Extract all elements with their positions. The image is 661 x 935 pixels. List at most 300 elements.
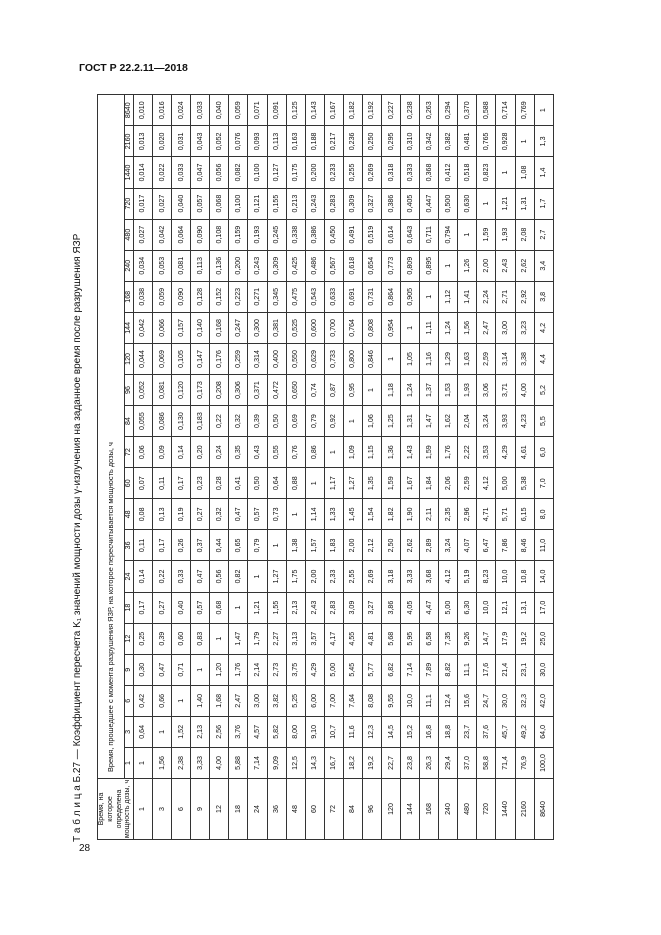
table-row [382,95,401,840]
table-cell: 0,864 [382,281,401,312]
table-row [439,95,458,840]
table-cell: 1,47 [229,623,248,654]
table-cell: 4,2 [534,312,553,343]
table-cell: 1,17 [324,468,343,499]
table-cell: 0,120 [172,374,191,405]
table-cell: 1,36 [382,437,401,468]
table-cell: 1,62 [439,406,458,437]
table-cell: 1 [172,685,191,716]
table-cell: 0,188 [305,126,324,157]
table-cell: 0,113 [191,250,210,281]
table-cell: 0,43 [248,437,267,468]
table-cell: 0,238 [401,95,420,126]
column-header: 48 [125,499,134,530]
table-cell: 0,711 [420,219,439,250]
row-label: 9 [191,779,210,840]
table-cell: 3,09 [343,592,362,623]
table-cell: 1,76 [439,437,458,468]
table-row [248,95,267,840]
table-cell: 0,247 [229,312,248,343]
table-cell: 2,14 [248,654,267,685]
row-label: 6 [172,779,191,840]
table-cell: 14,3 [305,747,324,778]
table-cell: 0,472 [267,374,286,405]
table-cell: 0,691 [343,281,362,312]
table-cell: 0,217 [324,126,343,157]
table-cell: 5,88 [229,747,248,778]
table-row [458,95,477,840]
table-cell: 6,00 [305,685,324,716]
table-cell: 4,81 [362,623,381,654]
table-cell: 2,24 [477,281,496,312]
table-cell: 2,13 [286,592,305,623]
table-cell: 4,17 [324,623,343,654]
table-cell: 10,0 [496,561,515,592]
row-label: 3 [153,779,172,840]
table-cell: 1,08 [515,157,534,188]
table-cell: 4,07 [458,530,477,561]
row-label: 8640 [534,779,553,840]
row-label: 72 [324,779,343,840]
table-cell: 1,21 [496,188,515,219]
row-label: 240 [439,779,458,840]
table-cell: 0,643 [401,219,420,250]
table-cell: 0,41 [229,468,248,499]
table-cell: 2,59 [477,343,496,374]
table-cell: 0,091 [267,95,286,126]
table-cell: 0,371 [248,374,267,405]
table-cell: 0,223 [229,281,248,312]
table-cell: 0,043 [191,126,210,157]
table-cell: 1,82 [382,499,401,530]
table-cell: 0,27 [153,592,172,623]
table-cell: 30,0 [496,685,515,716]
table-cell: 1,37 [420,374,439,405]
table-cell: 1,41 [458,281,477,312]
header-row-top [98,95,125,840]
table-cell: 1,20 [210,654,229,685]
table-cell: 0,500 [439,188,458,219]
table-cell: 1 [229,592,248,623]
table-cell: 0,731 [362,281,381,312]
table-cell: 32,3 [515,685,534,716]
table-cell: 0,650 [286,374,305,405]
table-cell: 2,00 [343,530,362,561]
table-cell: 17,0 [534,592,553,623]
table-cell: 0,24 [210,437,229,468]
table-cell: 0,87 [324,374,343,405]
table-row [210,95,229,840]
table-cell: 17,9 [496,623,515,654]
table-cell: 0,057 [191,188,210,219]
table-cell: 1,15 [362,437,381,468]
table-cell: 7,89 [420,654,439,685]
table-cell: 10,7 [324,716,343,747]
table-cell: 2,92 [515,281,534,312]
table-cell: 1,90 [401,499,420,530]
table-cell: 0,86 [305,437,324,468]
table-cell: 0,412 [439,157,458,188]
table-cell: 5,00 [496,468,515,499]
table-cell: 23,7 [458,716,477,747]
table-cell: 0,020 [153,126,172,157]
table-cell: 1,12 [439,281,458,312]
table-cell: 0,333 [401,157,420,188]
table-cell: 1,45 [343,499,362,530]
table-row [420,95,439,840]
table-cell: 0,618 [343,250,362,281]
table-cell: 0,056 [210,157,229,188]
table-cell: 0,113 [267,126,286,157]
table-cell: 11,0 [534,530,553,561]
table-cell: 0,733 [324,343,343,374]
table-cell: 3,38 [515,343,534,374]
column-header: 72 [125,437,134,468]
table-cell: 1,43 [401,437,420,468]
table-cell: 1,93 [496,219,515,250]
table-cell: 5,2 [534,374,553,405]
table-cell: 0,300 [248,312,267,343]
table-cell: 0,064 [172,219,191,250]
table-cell: 0,090 [172,281,191,312]
table-cell: 5,38 [515,468,534,499]
table-cell: 2,47 [477,312,496,343]
table-cell: 0,243 [248,250,267,281]
table-cell: 45,7 [496,716,515,747]
table-cell: 14,7 [477,623,496,654]
table-cell: 0,213 [286,188,305,219]
column-header: 36 [125,530,134,561]
table-cell: 0,09 [153,437,172,468]
table-cell: 0,295 [382,126,401,157]
table-cell: 8,08 [362,685,381,716]
table-cell: 1,79 [248,623,267,654]
table-cell: 3,53 [477,437,496,468]
column-header: 1440 [125,157,134,188]
table-cell: 2,47 [229,685,248,716]
table-cell: 0,14 [134,561,153,592]
table-cell: 0,227 [382,95,401,126]
table-cell: 0,14 [172,437,191,468]
table-cell: 8,82 [439,654,458,685]
table-cell: 0,125 [286,95,305,126]
table-cell: 0,40 [172,592,191,623]
table-cell: 2,11 [420,499,439,530]
table-cell: 1,83 [324,530,343,561]
table-cell: 9,55 [382,685,401,716]
table-cell: 29,4 [439,747,458,778]
table-cell: 0,034 [134,250,153,281]
table-cell: 6,82 [382,654,401,685]
table-cell: 5,25 [286,685,305,716]
table-cell: 1,25 [382,406,401,437]
table-cell: 0,053 [153,250,172,281]
table-cell: 1,59 [382,468,401,499]
table-cell: 0,64 [134,716,153,747]
column-header: 480 [125,219,134,250]
table-cell: 0,19 [172,499,191,530]
column-header: 9 [125,654,134,685]
table-cell: 1 [343,406,362,437]
table-cell: 0,88 [286,468,305,499]
table-row [286,95,305,840]
rotated-table-container [97,94,553,840]
table-cell: 0,481 [458,126,477,157]
table-cell: 24,7 [477,685,496,716]
table-cell: 4,61 [515,437,534,468]
table-cell: 1,21 [248,592,267,623]
table-cell: 19,2 [362,747,381,778]
table-cell: 0,163 [286,126,305,157]
table-cell: 3,14 [496,343,515,374]
table-cell: 0,059 [229,95,248,126]
table-cell: 3,75 [286,654,305,685]
table-cell: 0,013 [134,126,153,157]
table-cell: 2,33 [324,561,343,592]
table-cell: 1 [401,312,420,343]
table-cell: 0,26 [172,530,191,561]
table-cell: 0,368 [420,157,439,188]
table-cell: 0,633 [324,281,343,312]
table-cell: 1 [324,437,343,468]
table-cell: 2,59 [458,468,477,499]
table-body [134,95,554,840]
table-cell: 0,08 [134,499,153,530]
table-cell: 1,18 [382,374,401,405]
table-cell: 0,928 [496,126,515,157]
table-cell: 30,0 [534,654,553,685]
table-cell: 0,200 [305,157,324,188]
table-cell: 0,895 [420,250,439,281]
column-header: 60 [125,468,134,499]
table-cell: 0,809 [401,250,420,281]
table-cell: 1 [248,561,267,592]
table-cell: 12,4 [439,685,458,716]
table-cell: 1,11 [420,312,439,343]
table-cell: 0,22 [210,406,229,437]
table-cell: 0,954 [382,312,401,343]
table-cell: 2,73 [267,654,286,685]
table-cell: 10,0 [401,685,420,716]
table-cell: 0,147 [191,343,210,374]
table-cell: 0,069 [153,343,172,374]
table-cell: 0,57 [248,499,267,530]
table-row [153,95,172,840]
table-cell: 0,236 [343,126,362,157]
table-cell: 0,82 [229,561,248,592]
table-cell: 0,39 [153,623,172,654]
table-cell: 1 [515,126,534,157]
table-cell: 76,9 [515,747,534,778]
table-cell: 2,27 [267,623,286,654]
table-cell: 5,00 [439,592,458,623]
row-label: 12 [210,779,229,840]
table-cell: 0,83 [191,623,210,654]
table-cell: 0,425 [286,250,305,281]
table-cell: 1,52 [172,716,191,747]
table-cell: 0,20 [191,437,210,468]
table-cell: 6,58 [420,623,439,654]
table-cell: 7,86 [496,530,515,561]
table-cell: 2,62 [401,530,420,561]
table-row [477,95,496,840]
column-header: 84 [125,406,134,437]
table-cell: 4,55 [343,623,362,654]
table-cell: 1,24 [401,374,420,405]
table-cell: 0,327 [362,188,381,219]
table-cell: 12,3 [362,716,381,747]
table-cell: 0,167 [324,95,343,126]
table-cell: 0,245 [267,219,286,250]
table-cell: 0,95 [343,374,362,405]
table-cell: 0,192 [362,95,381,126]
table-cell: 0,155 [267,188,286,219]
table-cell: 0,56 [210,561,229,592]
table-row [401,95,420,840]
row-label: 144 [401,779,420,840]
table-cell: 0,306 [229,374,248,405]
table-cell: 0,200 [229,250,248,281]
table-cell: 3,23 [515,312,534,343]
table-cell: 2,71 [496,281,515,312]
table-cell: 0,294 [439,95,458,126]
table-cell: 5,68 [382,623,401,654]
table-cell: 3,57 [305,623,324,654]
table-cell: 0,79 [305,406,324,437]
table-cell: 0,033 [172,157,191,188]
conversion-table [97,94,554,840]
row-label: 18 [229,779,248,840]
row-label: 96 [362,779,381,840]
table-cell: 1,56 [458,312,477,343]
table-cell: 9,10 [305,716,324,747]
table-cell: 12,5 [286,747,305,778]
table-cell: 15,2 [401,716,420,747]
column-header: 720 [125,188,134,219]
table-cell: 0,309 [267,250,286,281]
table-cell: 1,35 [362,468,381,499]
table-cell: 17,6 [477,654,496,685]
row-label: 2160 [515,779,534,840]
table-cell: 19,2 [515,623,534,654]
table-cell: 1 [458,219,477,250]
table-cell: 0,038 [134,281,153,312]
table-cell: 1,68 [210,685,229,716]
corner-header: Время, на которое определена мощность дозы, ч [98,779,134,840]
table-cell: 1,57 [305,530,324,561]
table-cell: 2,56 [210,716,229,747]
table-cell: 0,13 [153,499,172,530]
table-cell: 0,168 [210,312,229,343]
table-cell: 11,1 [458,654,477,685]
table-cell: 5,77 [362,654,381,685]
table-cell: 0,50 [248,468,267,499]
table-cell: 0,016 [153,95,172,126]
table-cell: 0,66 [153,685,172,716]
table-cell: 0,32 [210,499,229,530]
table-cell: 0,486 [305,250,324,281]
table-cell: 9,09 [267,747,286,778]
table-cell: 1 [305,468,324,499]
table-cell: 1,84 [420,468,439,499]
table-cell: 1,31 [401,406,420,437]
table-cell: 4,12 [439,561,458,592]
table-cell: 26,3 [420,747,439,778]
table-cell: 14,5 [382,716,401,747]
table-cell: 0,400 [267,343,286,374]
table-cell: 0,381 [267,312,286,343]
table-cell: 1,59 [420,437,439,468]
table-cell: 2,50 [382,530,401,561]
table-cell: 1,05 [401,343,420,374]
table-cell: 0,519 [362,219,381,250]
table-cell: 0,55 [267,437,286,468]
table-cell: 1,59 [477,219,496,250]
table-cell: 3,00 [496,312,515,343]
table-cell: 1,56 [153,747,172,778]
table-cell: 3,82 [267,685,286,716]
table-cell: 0,283 [324,188,343,219]
table-cell: 0,027 [134,219,153,250]
table-cell: 1,40 [191,685,210,716]
table-cell: 0,765 [477,126,496,157]
table-cell: 1,33 [324,499,343,530]
table-cell: 0,127 [267,157,286,188]
table-cell: 2,00 [477,250,496,281]
table-cell: 1,09 [343,437,362,468]
table-cell: 4,29 [305,654,324,685]
table-cell: 3,33 [191,747,210,778]
table-cell: 1,31 [515,188,534,219]
table-cell: 0,630 [458,188,477,219]
table-cell: 3,86 [382,592,401,623]
row-label: 36 [267,779,286,840]
table-cell: 1 [534,95,553,126]
table-cell: 0,310 [401,126,420,157]
table-cell: 18,8 [439,716,458,747]
table-cell: 2,43 [305,592,324,623]
table-row [267,95,286,840]
table-cell: 2,08 [515,219,534,250]
table-cell: 2,43 [496,250,515,281]
table-cell: 0,066 [153,312,172,343]
table-cell: 0,600 [305,312,324,343]
table-cell: 4,00 [210,747,229,778]
table-cell: 1,47 [420,406,439,437]
table-cell: 15,6 [458,685,477,716]
table-cell: 0,450 [324,219,343,250]
table-cell: 64,0 [534,716,553,747]
table-cell: 1 [286,499,305,530]
table-cell: 5,82 [267,716,286,747]
column-header: 12 [125,623,134,654]
table-cell: 0,17 [134,592,153,623]
column-header: 120 [125,343,134,374]
table-cell: 2,69 [362,561,381,592]
table-cell: 0,193 [248,219,267,250]
table-cell: 0,550 [286,343,305,374]
table-cell: 0,22 [153,561,172,592]
table-cell: 3,24 [439,530,458,561]
table-cell: 4,71 [477,499,496,530]
table-cell: 1 [267,530,286,561]
table-cell: 0,32 [229,406,248,437]
table-cell: 0,082 [229,157,248,188]
table-cell: 7,14 [401,654,420,685]
table-cell: 0,010 [134,95,153,126]
table-cell: 0,773 [382,250,401,281]
table-cell: 0,208 [210,374,229,405]
